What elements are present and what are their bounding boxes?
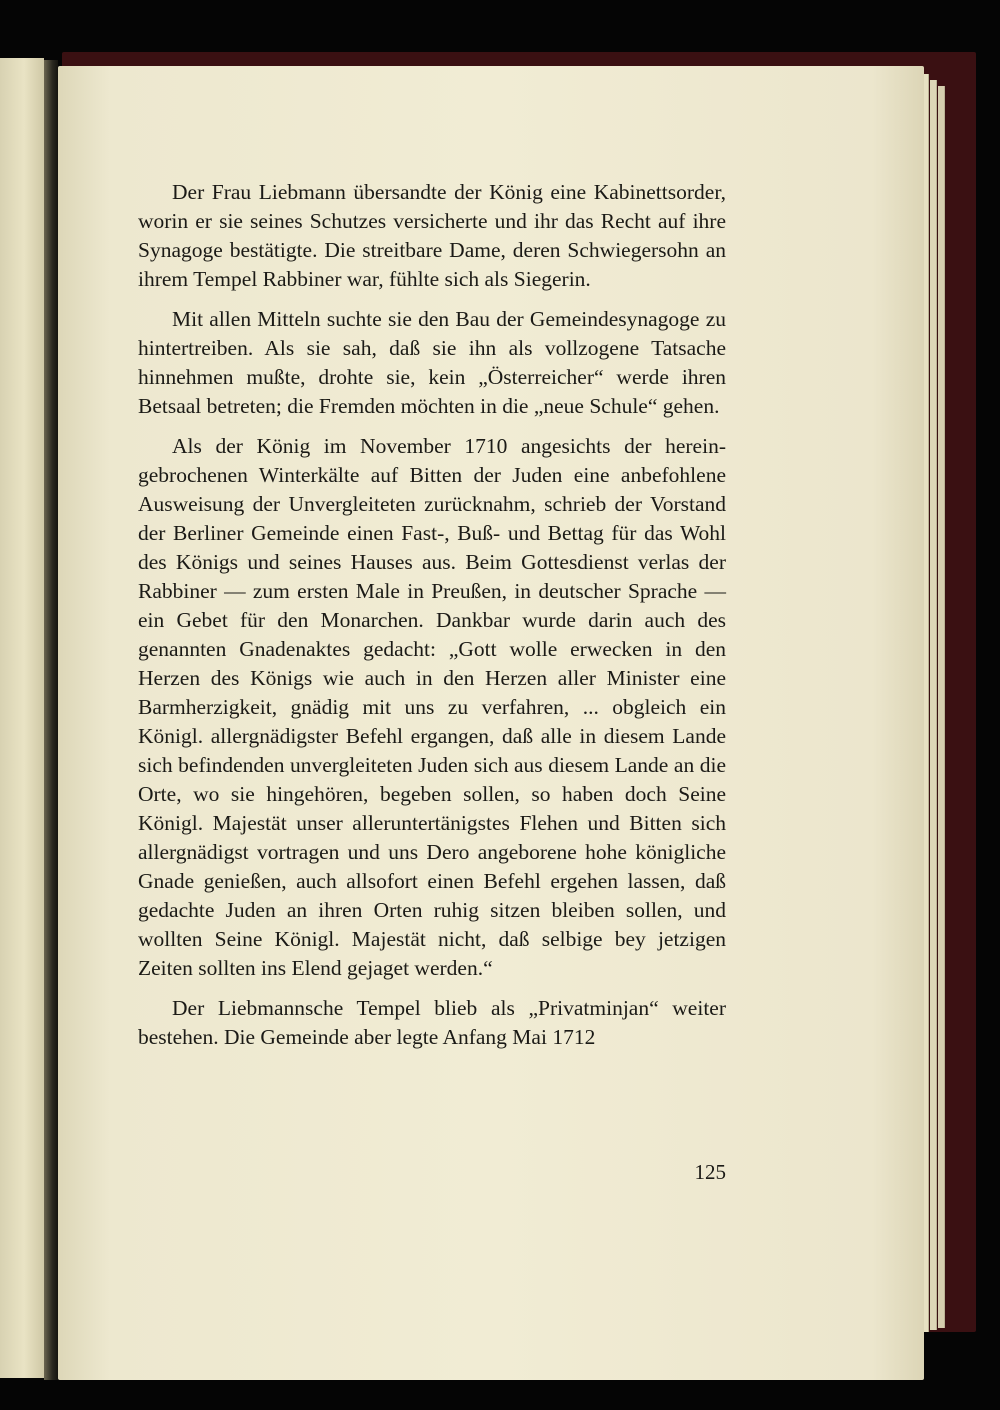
page-stack-edge	[930, 80, 937, 1330]
paragraph: Der Frau Liebmann übersandte der König eine Kabinettsorder, worin er sie seines Schutzes versicherte und ihr das Recht auf ihre Synagoge bestätigte. Die streitbare Dame, deren Schwiegersohn an ihrem Tempel Rabbiner war, fühlte sich als Siegerin.	[138, 180, 726, 291]
page-stack-edge	[938, 86, 945, 1328]
paragraph: Der Liebmannsche Tempel blieb als „Privatminjan“ weiter bestehen. Die Gemeinde aber legte Anfang Mai 1712	[138, 996, 726, 1049]
paragraph: Als der König im November 1710 angesichts der hereingebrochenen Winterkälte auf Bitten der Juden eine anbefohlene Ausweisung der Unvergleiteten zurücknahm, schrieb der Vorstand der Berliner Gemeinde einen Fast-, Buß- und Bettag für das Wohl des Königs und seines Hauses aus. Beim Gottesdienst verlas der Rabbiner — zum ersten Male in Preußen, in deutscher Sprache — ein Gebet für den Monarchen. Dankbar wurde darin auch des genannten Gnadenaktes gedacht: „Gott wolle erwecken in den Herzen des Königs wie auch in den Herzen aller Minister eine Barmherzigkeit, gnädig mit uns zu verfahren, ... obgleich ein Königl. allergnädigster Befehl ergangen, daß alle in diesem Lande sich befindenden unvergleiteten Juden sich aus diesem Lande an die Orte, wo sie hingehören, begeben sollen, so haben doch Seine Königl. Majestät unser alleruntertänigstes Flehen und Bitten sich allergnädigst vortragen und uns Dero angeborene hohe königliche Gnade genießen, auch allsofort einen Befehl ergehen lassen, daß gedachte Juden an ihren Orten ruhig sitzen bleiben sollen, und wollten Seine Königl. Majestät nicht, daß selbige bey jetzigen Zeiten sollten ins Elend gejaget werden.“	[138, 434, 726, 980]
page-number: 125	[694, 1160, 726, 1184]
left-page-edge	[0, 58, 44, 1378]
page-body-text	[138, 178, 726, 1063]
book-gutter	[44, 60, 58, 1380]
paragraph: Mit allen Mitteln suchte sie den Bau der Gemeindesynagoge zu hintertreiben. Als sie sah, daß sie ihn als vollzogene Tatsache hinnehmen mußte, drohte sie, kein „Österreicher“ werde ihren Betsaal betreten; die Fremden möchten in die „neue Schule“ gehen.	[138, 307, 726, 418]
